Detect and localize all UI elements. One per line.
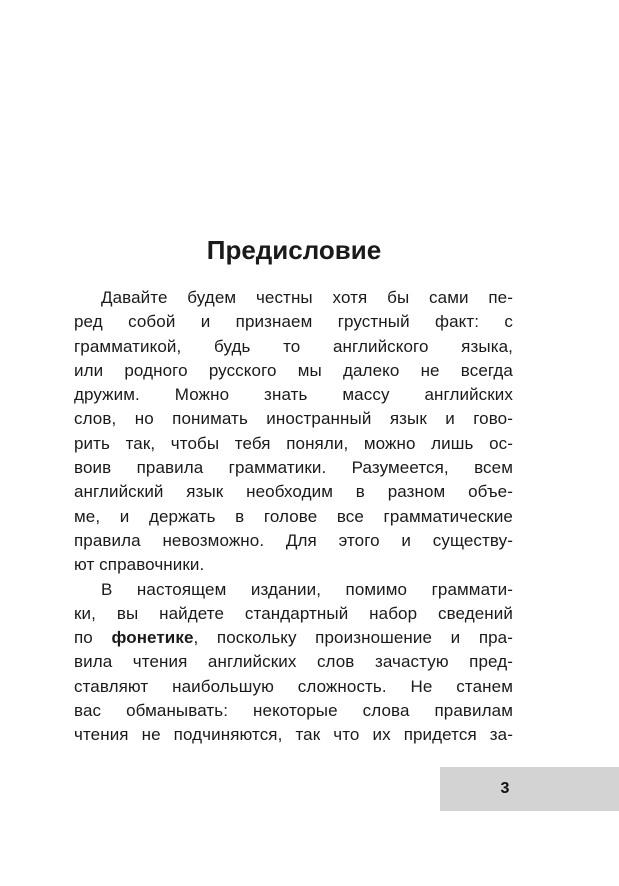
text-line: воив правила грамматики. Разумеется, всем (74, 458, 513, 478)
text-line: слов, но понимать иностранный язык и гово- (74, 409, 513, 429)
text-line: английский язык необходим в разном объе- (74, 482, 513, 502)
text-span: по (74, 628, 112, 648)
text-line (74, 626, 513, 650)
text-line: ставляют наибольшую сложность. Не станем (74, 676, 513, 696)
text-line: или родного русского мы далеко не всегда (74, 360, 513, 380)
page-number: 3 (500, 780, 510, 797)
text-line: грамматикой, будь то английского языка, (74, 336, 513, 356)
text-line: ред собой и признаем грустный факт: с (74, 312, 513, 332)
text-line: ме, и держать в голове все грамматические (74, 506, 513, 526)
text-line: вас обманывать: некоторые слова правилам (74, 701, 513, 721)
text-line: дружим. Можно знать массу английских (74, 385, 513, 405)
text-span: , поскольку произношение и пра- (193, 628, 513, 648)
text-line: В настоящем издании, помимо граммати- (101, 579, 513, 599)
text-line: Давайте будем честны хотя бы сами пе- (101, 288, 513, 307)
page-number-box (440, 767, 619, 811)
text-line: чтения не подчиняются, так что их придется за- (74, 725, 513, 745)
text-line: рить так, чтобы тебя поняли, можно лишь ос- (74, 433, 513, 453)
body-text (74, 286, 513, 748)
text-line: вила чтения английских слов зачастую пред- (74, 652, 513, 672)
page-title: Предисловие (206, 235, 382, 265)
text-line: ки, вы найдете стандартный набор сведений (74, 603, 513, 623)
text-line: правила невозможно. Для этого и существу- (74, 530, 513, 550)
text-line: ют справочники. (74, 555, 205, 575)
bold-term: фонетике (111, 628, 194, 648)
